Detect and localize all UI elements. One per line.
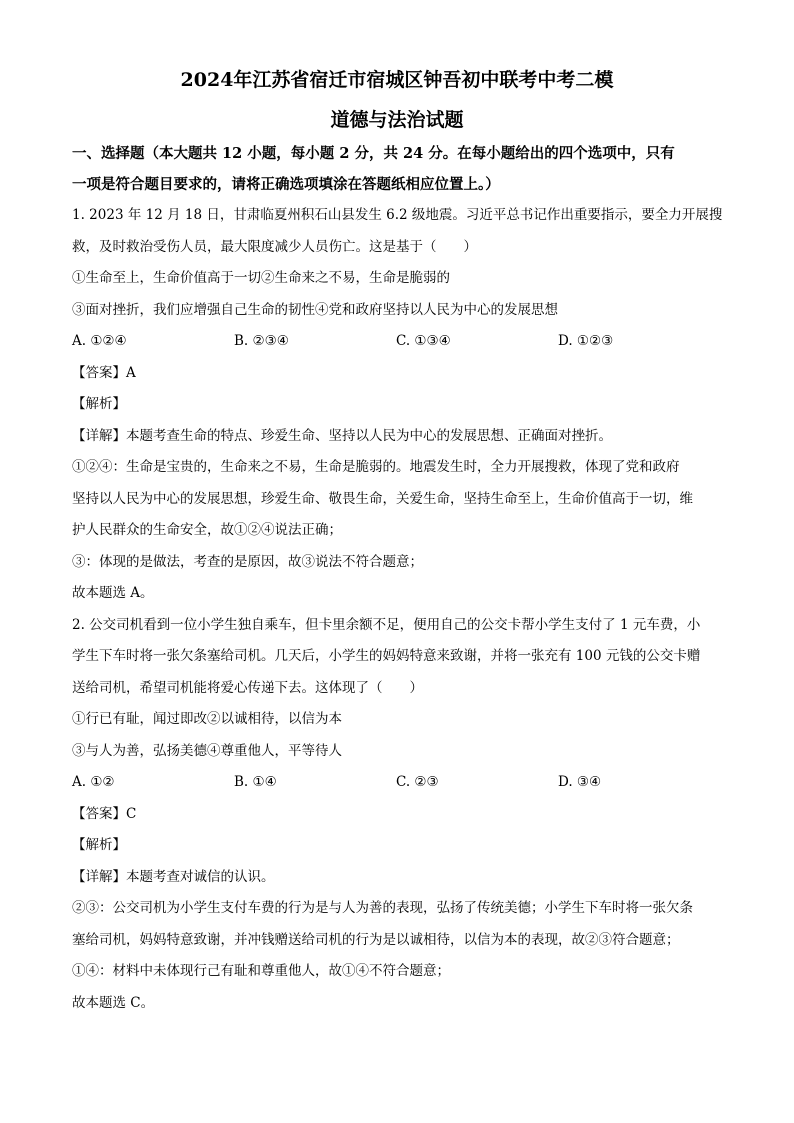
question-statement: ①行已有耻，闻过即改②以诚相待，以信为本 [72,711,342,727]
question-stem: 2. 公交司机看到一位小学生独自乘车，但卡里余额不足，便用自己的公交卡帮小学生支付了 1 元车费，小 [72,616,701,633]
option-a: A. ①② [72,774,115,790]
option-c: C. ①③④ [396,333,451,349]
explanation-line: ③：体现的是做法，考查的是原因，故③说法不符合题意； [72,553,423,570]
explanation-line: ①②④：生命是宝贵的，生命来之不易，生命是脆弱的。地震发生时，全力开展搜救，体现了党和政府 [72,459,680,475]
section-heading-line-1: 一、选择题（本大题共 12 小题，每小题 2 分，共 24 分。在每小题给出的四个选项中，只有 [72,145,675,162]
conclusion-line: 故本题选 C。 [72,994,155,1011]
question-1 [72,200,722,610]
document-subtitle: 道德与法治试题 [330,109,464,131]
option-d: D. ①②③ [558,333,614,349]
question-statement: ③与人为善，弘扬美德④尊重他人，平等待人 [72,742,342,759]
question-statement: ①生命至上，生命价值高于一切②生命来之不易，生命是脆弱的 [72,270,450,286]
option-d: D. ③④ [558,774,602,790]
detail-line: 【详解】本题考查对诚信的认识。 [72,868,275,885]
question-2 [72,610,722,1020]
explanation-line: 护人民群众的生命安全，故①②④说法正确； [72,522,342,538]
explanation-line: ①④：材料中未体现行己有耻和尊重他人，故①④不符合题意； [72,963,450,979]
section-heading-line-2: 一项是符合题目要求的，请将正确选项填涂在答题纸相应位置上。） [72,176,500,193]
question-stem: 1. 2023 年 12 月 18 日，甘肃临夏州积石山县发生 6.2 级地震。习近平总书记作出重要指示，要全力开展搜 [72,207,723,223]
answer-options [72,767,722,799]
answer-line: 【答案】C [72,805,137,822]
document-title: 2024年江苏省宿迁市宿城区钟吾初中联考中考二模 [180,69,614,91]
answer-line: 【答案】A [72,364,136,381]
detail-line: 【详解】本题考查生命的特点、珍爱生命、坚持以人民为中心的发展思想、正确面对挫折。 [72,427,612,444]
explanation-line: 塞给司机，妈妈特意致谢，并冲钱赠送给司机的行为是以诚相待，以信为本的表现，故②③符合题意； [72,931,680,948]
explanation-line: ②③：公交司机为小学生支付车费的行为是与人为善的表现，弘扬了传统美德；小学生下车时将一张欠条 [72,900,693,916]
conclusion-line: 故本题选 A。 [72,585,154,601]
question-stem: 送给司机，希望司机能将爱心传递下去。这体现了（ ） [72,679,423,696]
option-c: C. ②③ [396,774,439,790]
option-b: B. ①④ [234,774,277,790]
option-b: B. ②③④ [234,333,289,349]
answer-options [72,326,722,358]
option-a: A. ①②④ [72,333,127,349]
question-stem: 学生下车时将一张欠条塞给司机。几天后，小学生的妈妈特意来致谢，并将一张充有 100 元钱的公交卡赠 [72,648,701,664]
question-stem: 救，及时救治受伤人员，最大限度减少人员伤亡。这是基于（ ） [72,238,477,255]
analysis-label: 【解析】 [72,396,126,412]
analysis-label: 【解析】 [72,837,126,853]
question-statement: ③面对挫折，我们应增强自己生命的韧性④党和政府坚持以人民为中心的发展思想 [72,301,558,318]
explanation-line: 坚持以人民为中心的发展思想，珍爱生命、敬畏生命，关爱生命，坚持生命至上，生命价值高于一切，维 [72,490,693,507]
